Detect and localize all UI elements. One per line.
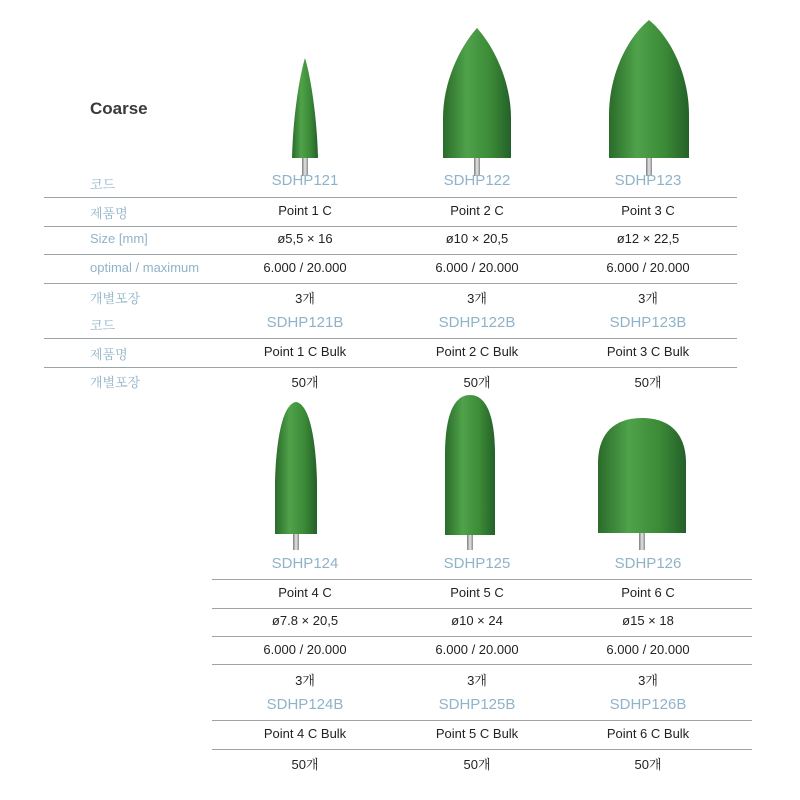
label-bulk-code: 코드 — [90, 318, 116, 333]
bulk-code-cell: SDHP126B — [609, 696, 687, 713]
label-product-name: 제품명 — [90, 206, 128, 221]
package-cell: 3개 — [295, 291, 315, 306]
bulk-code-cell: SDHP123B — [609, 314, 687, 331]
code-cell: SDHP124 — [271, 555, 339, 572]
bulk-name-cell: Point 6 C Bulk — [606, 726, 690, 741]
label-speed: optimal / maximum — [90, 260, 200, 275]
size-cell: ø5,5 × 16 — [277, 231, 333, 246]
package-cell: 3개 — [638, 673, 658, 688]
name-cell: Point 1 C — [278, 203, 332, 218]
speed-cell: 6.000 / 20.000 — [263, 642, 347, 657]
size-cell: ø10 × 20,5 — [445, 231, 509, 246]
size-cell: ø15 × 18 — [622, 613, 674, 628]
name-cell: Point 6 C — [621, 585, 675, 600]
name-cell: Point 3 C — [621, 203, 675, 218]
name-cell: Point 2 C — [450, 203, 504, 218]
bulk-name-cell: Point 5 C Bulk — [435, 726, 519, 741]
product-image-sdhp122 — [435, 28, 519, 176]
size-cell: ø12 × 22,5 — [616, 231, 680, 246]
product-image-sdhp126 — [596, 418, 688, 550]
bulk-code-cell: SDHP124B — [266, 696, 344, 713]
speed-cell: 6.000 / 20.000 — [606, 642, 690, 657]
size-cell: ø7.8 × 20,5 — [271, 613, 339, 628]
bulk-package-cell: 50개 — [634, 375, 662, 390]
speed-cell: 6.000 / 20.000 — [435, 260, 519, 275]
bulk-code-cell: SDHP125B — [438, 696, 516, 713]
name-cell: Point 4 C — [278, 585, 332, 600]
package-cell: 3개 — [295, 673, 315, 688]
name-cell: Point 5 C — [450, 585, 504, 600]
bulk-name-cell: Point 2 C Bulk — [435, 344, 519, 359]
bulk-package-cell: 50개 — [463, 757, 491, 772]
label-package: 개별포장 — [90, 291, 141, 306]
bulk-name-cell: Point 1 C Bulk — [263, 344, 347, 359]
bulk-package-cell: 50개 — [291, 375, 319, 390]
code-cell: SDHP126 — [614, 555, 682, 572]
code-cell: SDHP121 — [271, 172, 339, 189]
code-cell: SDHP123 — [614, 172, 682, 189]
bulk-code-cell: SDHP121B — [266, 314, 344, 331]
package-cell: 3개 — [638, 291, 658, 306]
bulk-name-cell: Point 3 C Bulk — [606, 344, 690, 359]
label-size: Size [mm] — [90, 231, 148, 246]
speed-cell: 6.000 / 20.000 — [263, 260, 347, 275]
section-title: Coarse — [90, 99, 148, 118]
package-cell: 3개 — [467, 673, 487, 688]
bulk-package-cell: 50개 — [634, 757, 662, 772]
product-image-sdhp124 — [270, 402, 322, 550]
size-cell: ø10 × 24 — [451, 613, 503, 628]
package-cell: 3개 — [467, 291, 487, 306]
product-image-sdhp125 — [440, 395, 500, 550]
code-cell: SDHP122 — [443, 172, 511, 189]
label-bulk-package: 개별포장 — [90, 375, 141, 390]
label-bulk-product-name: 제품명 — [90, 347, 128, 362]
bulk-name-cell: Point 4 C Bulk — [263, 726, 347, 741]
label-code: 코드 — [90, 177, 116, 192]
code-cell: SDHP125 — [443, 555, 511, 572]
bulk-package-cell: 50개 — [463, 375, 491, 390]
product-image-sdhp123 — [601, 20, 697, 176]
speed-cell: 6.000 / 20.000 — [435, 642, 519, 657]
bulk-code-cell: SDHP122B — [438, 314, 516, 331]
product-image-sdhp121 — [285, 58, 325, 176]
bulk-package-cell: 50개 — [291, 757, 319, 772]
speed-cell: 6.000 / 20.000 — [606, 260, 690, 275]
